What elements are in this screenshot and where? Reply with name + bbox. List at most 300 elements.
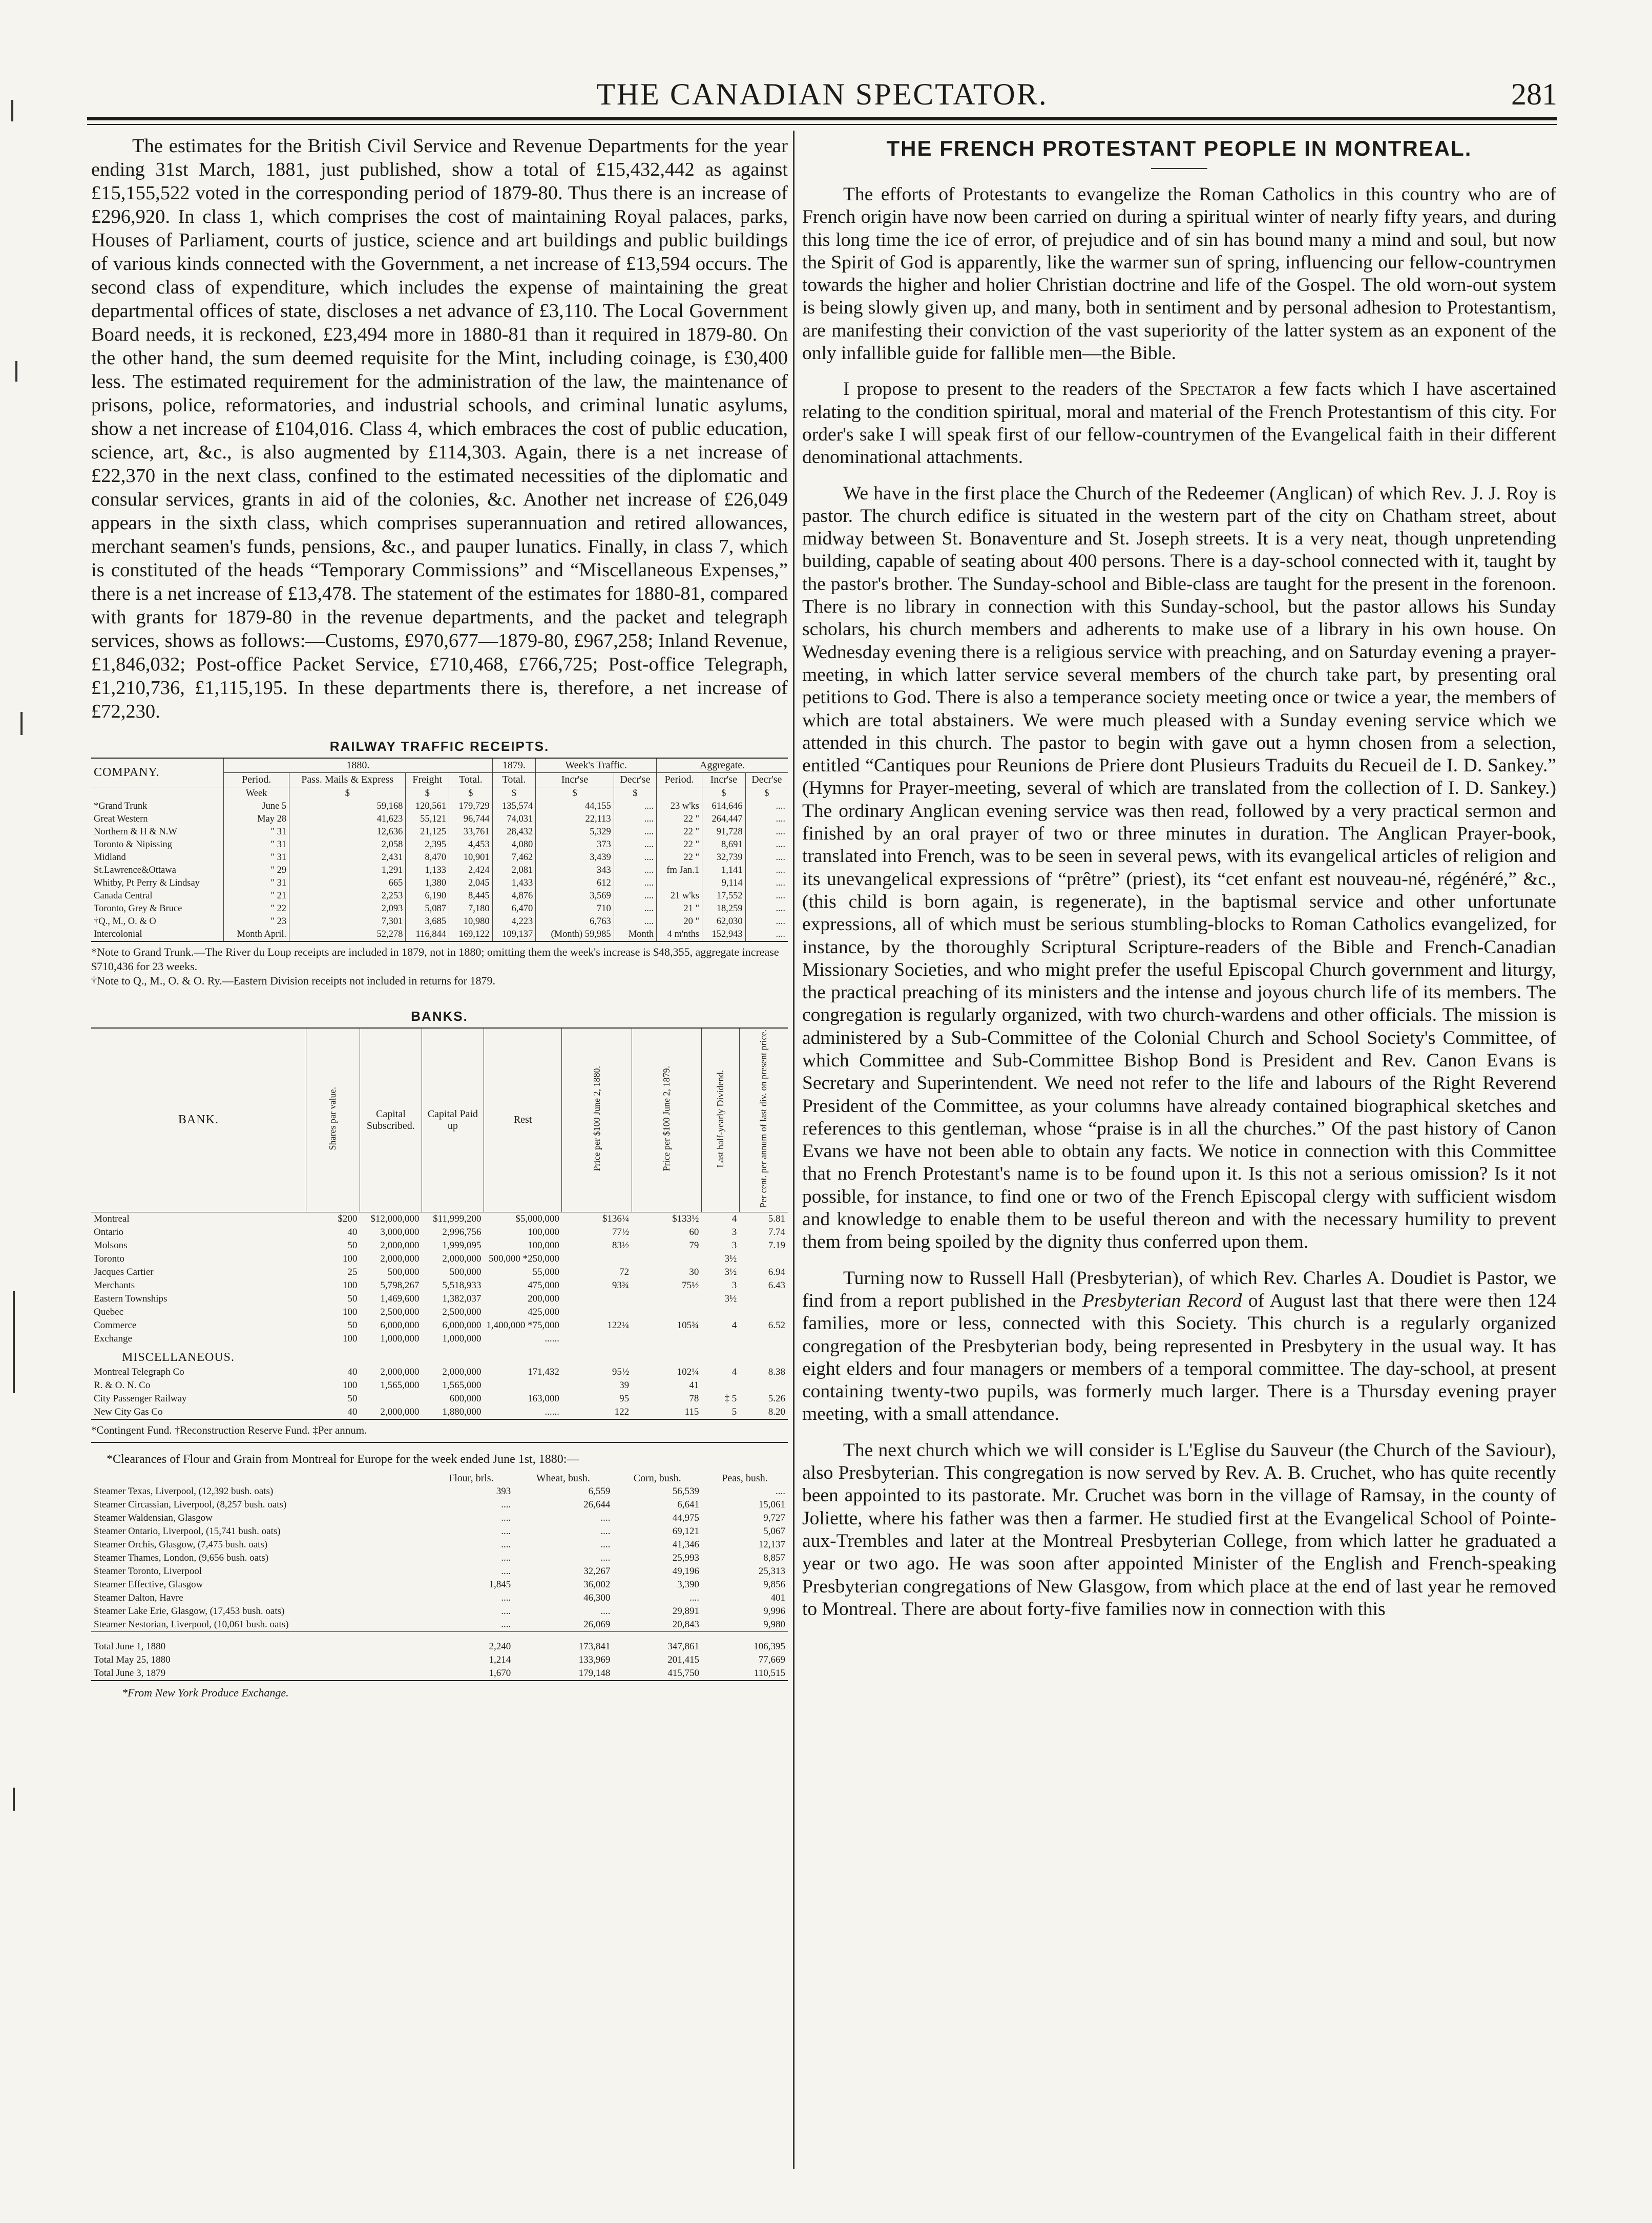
bank-cell: 122¼ xyxy=(607,1319,630,1331)
unit-cell: $ xyxy=(492,787,536,801)
table-row xyxy=(91,1591,788,1605)
railway-cell: 9,114 xyxy=(702,877,746,890)
railway-cell: 2,093 xyxy=(289,903,406,915)
railway-cell: 179,729 xyxy=(449,800,493,813)
bank-cell: 6.52 xyxy=(768,1319,785,1331)
bank-cell: 50 xyxy=(347,1240,358,1251)
clearance-cell: 133,969 xyxy=(578,1654,611,1665)
clearance-cell: .... xyxy=(501,1565,511,1577)
table-row xyxy=(91,1292,788,1306)
clearance-cell: 69,121 xyxy=(672,1525,699,1537)
railway-cell: 21 " xyxy=(657,903,702,915)
table-row xyxy=(91,1653,788,1667)
bank-cell: ‡ 5 xyxy=(724,1393,737,1404)
bank-name: Montreal Telegraph Co xyxy=(94,1366,184,1377)
railway-cell: 109,137 xyxy=(492,928,536,941)
railway-cell: 52,278 xyxy=(289,928,406,941)
clearance-name: Total May 25, 1880 xyxy=(94,1654,171,1665)
railway-cell: 2,058 xyxy=(289,838,406,851)
group-aggregate: Aggregate. xyxy=(657,758,788,773)
bank-cell: 2,996,756 xyxy=(442,1226,482,1238)
railway-cell: 28,432 xyxy=(492,826,536,838)
bank-cell: $11,999,200 xyxy=(433,1213,482,1224)
clearance-name: Steamer Thames, London, (9,656 bush. oats) xyxy=(94,1552,269,1563)
railway-cell: 10,901 xyxy=(449,851,493,864)
clearance-name: Steamer Lake Erie, Glasgow, (17,453 bush. oats) xyxy=(94,1605,285,1617)
bank-cell: 55,000 xyxy=(532,1266,559,1277)
bank-cell: 1,999,095 xyxy=(442,1240,482,1251)
clearance-cell: .... xyxy=(600,1512,611,1523)
railway-cell: 2,395 xyxy=(406,838,449,851)
bank-cell: $12,000,000 xyxy=(370,1213,420,1224)
railway-cell: .... xyxy=(614,838,656,851)
bank-cell: 4 xyxy=(731,1319,737,1331)
railway-cell: .... xyxy=(745,838,788,851)
clearance-cell: 5,067 xyxy=(763,1525,785,1537)
railway-col-header: Incr'se xyxy=(702,773,746,787)
railway-cell: fm Jan.1 xyxy=(657,864,702,877)
table-row xyxy=(91,800,788,813)
table-row xyxy=(91,1578,788,1591)
bank-cell: 50 xyxy=(347,1393,358,1404)
table-row xyxy=(91,1226,788,1239)
clearance-name: Steamer Toronto, Liverpool xyxy=(94,1565,202,1577)
margin-mark xyxy=(13,1788,15,1811)
bank-cell: 1,469,600 xyxy=(380,1293,420,1304)
railway-cell: 116,844 xyxy=(406,928,449,941)
right-column xyxy=(802,134,1556,1634)
table-row xyxy=(91,1667,788,1681)
clearance-cell: 415,750 xyxy=(667,1667,699,1679)
bank-cell: 1,565,000 xyxy=(380,1379,420,1391)
bank-col-header: Rest xyxy=(484,1028,562,1212)
railway-cell: 614,646 xyxy=(702,800,746,813)
railway-company-name: †Q., M., O. & O xyxy=(94,916,156,927)
bank-cell: 2,500,000 xyxy=(380,1306,420,1317)
bank-cell xyxy=(739,1379,788,1392)
railway-cell: 44,155 xyxy=(536,800,614,813)
railway-cell: .... xyxy=(745,851,788,864)
railway-col-header: Period. xyxy=(224,773,289,787)
bank-cell: 77½ xyxy=(612,1226,630,1238)
railway-cell: 2,424 xyxy=(449,864,493,877)
clearance-col-header: Wheat, bush. xyxy=(536,1472,590,1484)
bank-col-header: BANK. xyxy=(91,1028,306,1212)
clearance-cell: .... xyxy=(600,1552,611,1563)
bank-cell: 3 xyxy=(731,1240,737,1251)
banks-table xyxy=(91,1027,788,1420)
railway-cell: 1,133 xyxy=(406,864,449,877)
railway-cell: 1,380 xyxy=(406,877,449,890)
bank-cell: 39 xyxy=(619,1379,630,1391)
page-number: 281 xyxy=(1511,77,1557,111)
bank-cell: 5,798,267 xyxy=(380,1280,420,1291)
railway-cell: 20 " xyxy=(657,915,702,928)
railway-company-name: St.Lawrence&Ottawa xyxy=(94,865,176,875)
railway-cell: 4 m'nths xyxy=(657,928,702,941)
clearance-cell: 6,641 xyxy=(677,1499,699,1510)
article-paragraph-3: We have in the first place the Church of the Redeemer (Anglican) of which Rev. J. J. Roy is pastor. The church edifice is situated in the western part of the city on Chatham street, about midway between St. Bonaventure and St. Joseph streets. It is a very neat, though unpretending building, capable of seating about 400 persons. There is a day-school connected with it, taught by the pastor's brother. The Sunday-school and Bible-class are taught for the present in the forenoon. There is no library in connection with this Sunday-school, but the pastor allows his Sunday scholars, his church members and adherents to make use of a library in his own house. On Wednesday evening there is a religious service with preaching, and on Saturday evening a prayer-meeting, in which latter service several members of the church take part, by presenting oral petitions to God. There is also a temperance society meeting once or twice a year, the members of which are total abstainers. We were much pleased with a Sunday evening service which we attended in this church. The pastor to begin with gave out a hymn chosen from a selection, entitled “Cantiques pour Reunions de Priere dont Plusieurs Traduits du Recueil de I. D. Sankey.” (Hymns for Prayer-meeting, several of which are translated from the collection of I. D. Sankey.) The ordinary Anglican evening service was then read, followed by a very practical sermon and finished by an oral prayer of two or three minutes in duration. The Anglican Prayer-book, translated into French, was to be seen in several pews, with its evangelical articles of religion and its unevangelical expressions of “prêtre” (priest), its “cet enfant est nouveau-né, régénéré,” &c., (this child is born again, is regenerate), in the baptismal service and other unfortunate expressions, all of which must be serious stumbling-blocks to Roman Catholics evangelized, for instance, by the thoroughly Scriptural Scripture-readers of the Bible and French-Canadian Missionary Societies, and who might prefer the useful Episcopal Church government and liturgy, the practical preaching of its ministers and the intense and joyous church life of its members. The congregation is regularly organized, with two church-wardens and other officials. The mission is administered by a Sub-Committee of the Colonial Church and School Society's Committee, of which Committee and Sub-Committee Bishop Bond is President and Rev. Canon Evans is Secretary and Superintendent. We need not refer to the life and labours of the Right Reverend President of the Committee, as your columns have already contained biographical sketches and references to this gentleman, whose “praise is in all the churches.” Of the past history of Canon Evans we have not been able to obtain any facts. We notice in connection with this Committee that no French Protestant's name is to be found upon it. Is this not a serious omission? Is it not possible, for instance, to find one or two of the French Episcopal clergy with sufficient wisdom and knowledge to enable them to be useful thereon and with the necessary humility to prevent them from being spoiled by the dignity thus conferred upon them. xyxy=(802,483,1556,1253)
bank-cell: $200 xyxy=(338,1213,358,1224)
railway-cell: " 31 xyxy=(224,877,289,890)
table-row xyxy=(91,838,788,851)
railway-cell: 7,301 xyxy=(289,915,406,928)
bank-col-header xyxy=(739,1028,788,1212)
clearance-name: Total June 3, 1879 xyxy=(94,1667,166,1679)
bank-cell: 7.74 xyxy=(768,1226,785,1238)
table-row xyxy=(91,877,788,890)
railway-cell: 710 xyxy=(536,903,614,915)
bank-cell: 1,565,000 xyxy=(442,1379,482,1391)
railway-company-name: Intercolonial xyxy=(94,929,142,939)
bank-cell: $136¼ xyxy=(602,1213,630,1224)
clearance-cell: 106,395 xyxy=(702,1631,788,1653)
p2-text-b: a few facts which I have ascertained relating to the condition spiritual, moral and material of the French Protestantism of this city. For order's sake I will speak first of our fellow-countrymen of the Evangelical faith in their different denominational attachments. xyxy=(802,379,1556,468)
railway-col-header: Decr'se xyxy=(745,773,788,787)
railway-cell: 96,744 xyxy=(449,813,493,826)
clearance-cell: .... xyxy=(600,1605,611,1617)
bank-col-label: Price per $100 June 2, 1879. xyxy=(661,1066,672,1171)
bank-cell: 475,000 xyxy=(528,1280,559,1291)
bank-cell: 83½ xyxy=(612,1240,630,1251)
railway-cell: 4,453 xyxy=(449,838,493,851)
table-row xyxy=(91,1551,788,1565)
railway-cell: 3,569 xyxy=(536,890,614,903)
bank-cell: 425,000 xyxy=(528,1306,559,1317)
clearance-name: Steamer Circassian, Liverpool, (8,257 bush. oats) xyxy=(94,1499,287,1510)
railway-cell: 343 xyxy=(536,864,614,877)
railway-cell: 8,445 xyxy=(449,890,493,903)
railway-cell: 17,552 xyxy=(702,890,746,903)
bank-cell: 95½ xyxy=(612,1366,630,1377)
bank-cell: 100 xyxy=(342,1306,358,1317)
group-1880: 1880. xyxy=(224,758,492,773)
bank-name: Quebec xyxy=(94,1306,124,1317)
railway-cell: .... xyxy=(745,826,788,838)
railway-cell: 7,180 xyxy=(449,903,493,915)
bank-cell: 79 xyxy=(689,1240,699,1251)
railway-cell: 22,113 xyxy=(536,813,614,826)
clearance-name: Steamer Effective, Glasgow xyxy=(94,1579,203,1590)
bank-cell: 500,000 xyxy=(449,1266,482,1277)
railway-cell: (Month) 59,985 xyxy=(536,928,614,941)
bank-cell xyxy=(739,1332,788,1346)
bank-cell xyxy=(632,1332,701,1346)
bank-cell: 3½ xyxy=(724,1253,737,1264)
bank-name: Eastern Townships xyxy=(94,1293,168,1304)
railway-cell: 1,291 xyxy=(289,864,406,877)
table-row xyxy=(91,1631,788,1653)
estimates-paragraph: The estimates for the British Civil Service and Revenue Departments for the year ending 31st March, 1881, just published, show a total of £15,432,442 as against £15,155,522 voted in the corresponding period of 1879-80. Thus there is an increase of £296,920. In class 1, which comprises the cost of maintaining Royal palaces, parks, Houses of Parliament, courts of justice, science and art buildings and public buildings of various kinds connected with the Government, a net increase of £13,594 occurs. The second class of expenditure, which includes the expense of maintaining the great departmental offices of state, discloses a net advance of £3,110. The Local Government Board needs, it is reckoned, £23,494 more in 1880-81 than it required in 1879-80. On the other hand, the sum deemed requisite for the Mint, including coinage, is £30,400 less. The estimated requirement for the administration of the law, the maintenance of prisons, police, reformatories, and industrial schools, and criminal lunatic asylums, show a net increase of £104,016. Class 4, which embraces the cost of public education, science, art, &c., is also augmented by £114,303. Again, there is a net increase of £22,370 in the next class, confined to the estimated necessities of the diplomatic and consular services, grants in aid of the colonies, &c. Another net increase of £26,049 appears in the sixth class, which comprises superannuation and retired allowances, merchant seamen's funds, pensions, &c., and pauper lunatics. Finally, in class 7, which is constituted of the heads “Temporary Commissions” and “Miscellaneous Expenses,” there is a net increase of £13,478. The statement of the estimates for 1880-81, compared with grants for 1879-80 in the revenue departments, and the packet and telegraph services, shows as follows:—Customs, £970,677—1879-80, £967,258; Inland Revenue, £1,846,032; Post-office Packet Service, £710,468, £766,725; Post-office Telegraph, £1,210,736, £1,115,195. In these departments there is, therefore, a net increase of £72,230. xyxy=(91,135,788,722)
railway-cell: 12,636 xyxy=(289,826,406,838)
bank-cell xyxy=(701,1306,739,1319)
railway-cell: 4,080 xyxy=(492,838,536,851)
unit-cell: $ xyxy=(289,787,406,801)
bank-cell xyxy=(632,1292,701,1306)
bank-cell: 5.26 xyxy=(768,1393,785,1404)
table-row xyxy=(91,1266,788,1279)
bank-name: Ontario xyxy=(94,1226,124,1238)
bank-cell: 6.43 xyxy=(768,1280,785,1291)
railway-company-name: Midland xyxy=(94,852,126,863)
bank-cell: 41 xyxy=(689,1379,699,1391)
table-row xyxy=(91,1406,788,1419)
railway-cell: .... xyxy=(745,915,788,928)
clearance-col-header xyxy=(91,1472,429,1485)
clearance-cell: 9,980 xyxy=(763,1619,785,1630)
bank-cell xyxy=(739,1252,788,1266)
clearance-cell: .... xyxy=(501,1499,511,1510)
railway-cell: " 22 xyxy=(224,903,289,915)
railway-cell: 62,030 xyxy=(702,915,746,928)
railway-cell: 1,433 xyxy=(492,877,536,890)
clearance-cell: 393 xyxy=(496,1485,511,1497)
bank-cell: 2,000,000 xyxy=(442,1366,482,1377)
bank-name: City Passenger Railway xyxy=(94,1393,187,1404)
clearance-cell: 9,856 xyxy=(763,1579,785,1590)
unit-cell: $ xyxy=(745,787,788,801)
bank-name: Merchants xyxy=(94,1280,135,1291)
margin-mark xyxy=(15,361,17,382)
clearance-cell: 2,240 xyxy=(429,1631,513,1653)
clearances-footer: *From New York Produce Exchange. xyxy=(122,1686,289,1699)
railway-company-name: Canada Central xyxy=(94,891,153,901)
railway-cell: 2,045 xyxy=(449,877,493,890)
clearance-cell: .... xyxy=(501,1619,511,1630)
railway-cell: 169,122 xyxy=(449,928,493,941)
bank-cell: ...... xyxy=(545,1406,559,1417)
bank-cell xyxy=(562,1306,632,1319)
clearance-cell: 6,559 xyxy=(588,1485,611,1497)
bank-cell: 50 xyxy=(347,1293,358,1304)
bank-cell: 115 xyxy=(684,1406,699,1417)
table-row xyxy=(91,1512,788,1525)
bank-cell: 100 xyxy=(342,1253,358,1264)
clearance-cell: .... xyxy=(776,1485,785,1497)
bank-cell: 102¼ xyxy=(677,1366,699,1377)
journal-title: THE CANADIAN SPECTATOR. xyxy=(596,77,1048,111)
railway-cell: 2,081 xyxy=(492,864,536,877)
clearance-cell: 26,644 xyxy=(583,1499,611,1510)
banks-footnote: *Contingent Fund. †Reconstruction Reserve Fund. ‡Per annum. xyxy=(91,1424,788,1443)
bank-cell: 2,000,000 xyxy=(380,1253,420,1264)
table-row xyxy=(91,826,788,838)
unit-cell: $ xyxy=(702,787,746,801)
clearance-cell: .... xyxy=(600,1539,611,1550)
bank-cell: 8.38 xyxy=(768,1366,785,1377)
railway-cell: .... xyxy=(614,890,656,903)
margin-mark xyxy=(11,100,13,121)
clearance-cell: 110,515 xyxy=(754,1667,785,1679)
clearance-cell: .... xyxy=(501,1539,511,1550)
bank-col-label: Price per $100 June 2, 1880. xyxy=(591,1066,602,1171)
clearance-cell: 201,415 xyxy=(667,1654,699,1665)
railway-cell: .... xyxy=(614,877,656,890)
railway-cell: " 29 xyxy=(224,864,289,877)
railway-cell: 23 w'ks xyxy=(657,800,702,813)
railway-company-name: Northern & H & N.W xyxy=(94,827,177,837)
bank-cell: ...... xyxy=(545,1333,559,1344)
clearance-cell: .... xyxy=(600,1525,611,1537)
bank-cell xyxy=(484,1379,562,1392)
railway-cell: 5,329 xyxy=(536,826,614,838)
clearances-table xyxy=(91,1472,788,1681)
bank-name: New City Gas Co xyxy=(94,1406,163,1417)
bank-cell: 100 xyxy=(342,1333,358,1344)
column-divider xyxy=(793,131,794,2169)
clearance-cell: 25,993 xyxy=(672,1552,699,1563)
clearance-name: Steamer Dalton, Havre xyxy=(94,1592,183,1603)
bank-cell xyxy=(360,1392,422,1406)
group-week: Week's Traffic. xyxy=(536,758,657,773)
bank-cell: 100 xyxy=(342,1280,358,1291)
table-row xyxy=(91,1332,788,1346)
company-header: COMPANY. xyxy=(91,758,224,787)
railway-cell: 2,431 xyxy=(289,851,406,864)
bank-cell: 2,000,000 xyxy=(442,1253,482,1264)
table-row xyxy=(91,1212,788,1226)
margin-mark xyxy=(13,1291,15,1393)
bank-name: Toronto xyxy=(94,1253,124,1264)
railway-cell: " 21 xyxy=(224,890,289,903)
group-1879: 1879. xyxy=(492,758,536,773)
clearance-cell: 26,069 xyxy=(583,1619,611,1630)
bank-cell: 5.81 xyxy=(768,1213,785,1224)
railway-cell: .... xyxy=(614,915,656,928)
railway-company-name: Great Western xyxy=(94,814,148,824)
article-title: THE FRENCH PROTESTANT PEOPLE IN MONTREAL. xyxy=(886,136,1472,160)
railway-cell: 22 " xyxy=(657,826,702,838)
clearance-cell: 29,891 xyxy=(672,1605,699,1617)
bank-cell xyxy=(701,1332,739,1346)
bank-cell: 200,000 xyxy=(528,1293,559,1304)
unit-cell: Week xyxy=(224,787,289,801)
bank-col-header: Capital Subscribed. xyxy=(360,1028,422,1212)
railway-cell: .... xyxy=(614,800,656,813)
railway-cell: 135,574 xyxy=(492,800,536,813)
railway-cell: 152,943 xyxy=(702,928,746,941)
railway-cell: 2,253 xyxy=(289,890,406,903)
bank-cell: 3½ xyxy=(724,1266,737,1277)
bank-cell xyxy=(562,1252,632,1266)
clearance-cell: 12,137 xyxy=(758,1539,785,1550)
railway-cell: 8,470 xyxy=(406,851,449,864)
table-row xyxy=(91,813,788,826)
railway-cell: 18,259 xyxy=(702,903,746,915)
railway-cell: .... xyxy=(745,864,788,877)
bank-cell: 95 xyxy=(619,1393,630,1404)
clearance-cell: 401 xyxy=(770,1592,785,1603)
railway-cell: 8,691 xyxy=(702,838,746,851)
bank-cell: 25 xyxy=(347,1266,358,1277)
bank-col-header xyxy=(562,1028,632,1212)
railway-cell: .... xyxy=(745,813,788,826)
page-header xyxy=(87,77,1557,118)
railway-cell: 3,439 xyxy=(536,851,614,864)
railway-col-header: Pass. Mails & Express xyxy=(289,773,406,787)
bank-cell: 93¾ xyxy=(612,1280,630,1291)
bank-name: Jacques Cartier xyxy=(94,1266,154,1277)
table-row xyxy=(91,1485,788,1498)
railway-table-title: RAILWAY TRAFFIC RECEIPTS. xyxy=(329,739,550,754)
table-row xyxy=(91,1279,788,1292)
bank-cell: $133½ xyxy=(672,1213,699,1224)
railway-cell: 612 xyxy=(536,877,614,890)
spectator-name: Spectator xyxy=(1179,379,1256,400)
bank-cell: 100,000 xyxy=(528,1240,559,1251)
table-row xyxy=(91,915,788,928)
bank-cell: 3 xyxy=(731,1280,737,1291)
railway-cell: 41,623 xyxy=(289,813,406,826)
clearance-cell: 20,843 xyxy=(672,1619,699,1630)
railway-traffic-table xyxy=(91,758,788,942)
railway-cell: .... xyxy=(614,864,656,877)
bank-cell: 6,000,000 xyxy=(442,1319,482,1331)
bank-cell: 50 xyxy=(347,1319,358,1331)
bank-cell: 171,432 xyxy=(528,1366,559,1377)
bank-cell: 1,000,000 xyxy=(442,1333,482,1344)
bank-cell: 3,000,000 xyxy=(380,1226,420,1238)
railway-cell: 55,121 xyxy=(406,813,449,826)
railway-cell: 32,739 xyxy=(702,851,746,864)
railway-cell: 6,763 xyxy=(536,915,614,928)
railway-cell: .... xyxy=(745,890,788,903)
clearance-name: Steamer Nestorian, Liverpool, (10,061 bush. oats) xyxy=(94,1619,289,1630)
railway-cell: " 31 xyxy=(224,838,289,851)
table-row xyxy=(91,1346,788,1366)
table-row xyxy=(91,1379,788,1392)
clearance-cell: 9,727 xyxy=(763,1512,785,1523)
bank-cell: 40 xyxy=(347,1406,358,1417)
railway-cell: 3,685 xyxy=(406,915,449,928)
clearance-cell: 36,002 xyxy=(583,1579,611,1590)
clearance-cell: 1,670 xyxy=(489,1667,511,1679)
bank-col-header xyxy=(701,1028,739,1212)
railway-cell: 4,223 xyxy=(492,915,536,928)
bank-cell: 2,000,000 xyxy=(380,1366,420,1377)
clearance-cell: .... xyxy=(501,1605,511,1617)
table-row xyxy=(91,1252,788,1266)
bank-cell xyxy=(632,1252,701,1266)
railway-cell: 91,728 xyxy=(702,826,746,838)
bank-cell: 5 xyxy=(731,1406,737,1417)
railway-cell: Month April. xyxy=(224,928,289,941)
bank-cell: 8.20 xyxy=(768,1406,785,1417)
bank-name: Montreal xyxy=(94,1213,130,1224)
article-paragraph-1: The efforts of Protestants to evangelize the Roman Catholics in this country who are of French origin have now been carried on during a spiritual winter of nearly fifty years, and during this long time the ice of error, of prejudice and of sin has bound many a mind and soul, but now the Spirit of God is apparently, like the warmer sun of spring, influencing our fellow-countrymen towards the higher and holier Christian doctrine and life of the Gospel. The old worn-out system is being slowly given up, and many, both in sentiment and by personal adhesion to Protestantism, are manifesting their conviction of the vast superiority of the latter system as an exponent of the only infallible guide for fallible men—the Bible. xyxy=(802,184,1556,364)
railway-cell: May 28 xyxy=(224,813,289,826)
railway-cell: Month xyxy=(614,928,656,941)
table-row xyxy=(91,1525,788,1538)
unit-cell: $ xyxy=(449,787,493,801)
bank-cell: $5,000,000 xyxy=(515,1213,559,1224)
railway-cell xyxy=(657,877,702,890)
clearance-name: Steamer Ontario, Liverpool, (15,741 bush. oats) xyxy=(94,1525,281,1537)
bank-col-header: Capital Paid up xyxy=(422,1028,484,1212)
bank-cell: 100,000 xyxy=(528,1226,559,1238)
table-row xyxy=(91,1239,788,1252)
bank-name: Molsons xyxy=(94,1240,128,1251)
margin-mark xyxy=(20,712,23,735)
railway-cell: 21,125 xyxy=(406,826,449,838)
title-rule xyxy=(1151,168,1207,169)
bank-cell xyxy=(632,1306,701,1319)
clearance-cell: 347,861 xyxy=(613,1631,702,1653)
bank-cell xyxy=(739,1306,788,1319)
bank-cell: 7.19 xyxy=(768,1240,785,1251)
railway-col-header: Incr'se xyxy=(536,773,614,787)
railway-cell: 10,980 xyxy=(449,915,493,928)
